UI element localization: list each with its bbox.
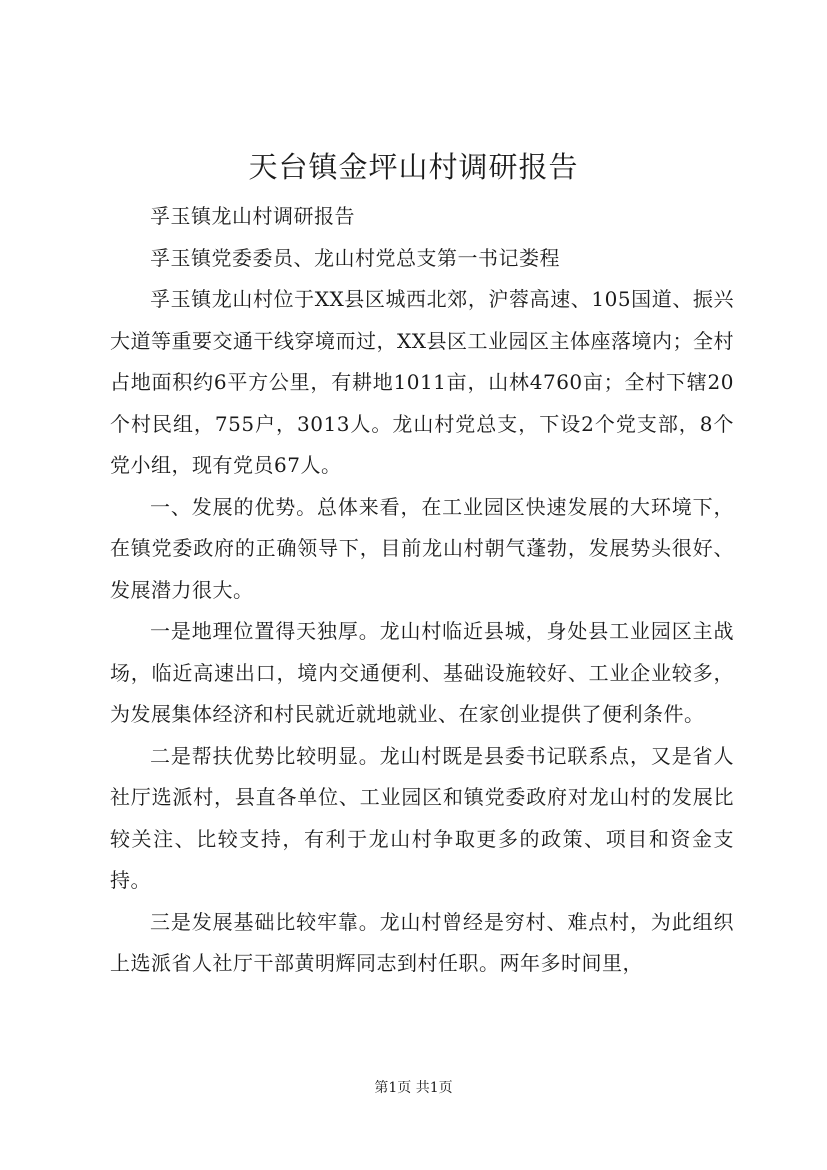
- paragraph-support: 二是帮扶优势比较明显。龙山村既是县委书记联系点，又是省人社厅选派村，县直各单位、工业园区和镇党委政府对龙山村的发展比较关注、比较支持，有利于龙山村争取更多的政策、项目和资金支持。: [110, 743, 734, 892]
- page-footer: 第1页 共1页: [374, 1080, 453, 1096]
- paragraph-advantages: 一、发展的优势。总体来看，在工业园区快速发展的大环境下，在镇党委政府的正确领导下，目前龙山村朝气蓬勃，发展势头很好、发展潜力很大。: [110, 494, 734, 602]
- document-title: 天台镇金坪山村调研报告: [248, 150, 579, 184]
- paragraph-overview: 孚玉镇龙山村位于XX县区城西北郊，沪蓉高速、105国道、振兴大道等重要交通干线穿境而过，XX县区工业园区主体座落境内；全村占地面积约6平方公里，有耕地1011亩，山林4760亩；全村下辖20个村民组，755户，3013人。龙山村党总支，下设2个党支部，8个党小组，现有党员67人。: [110, 287, 734, 477]
- paragraph-foundation: 三是发展基础比较牢靠。龙山村曾经是穷村、难点村，为此组织上选派省人社厅干部黄明辉同志到村任职。两年多时间里，: [110, 909, 734, 975]
- document-body: [110, 196, 734, 985]
- paragraph-location: 一是地理位置得天独厚。龙山村临近县城，身处县工业园区主战场，临近高速出口，境内交通便利、基础设施较好、工业企业较多，为发展集体经济和村民就近就地就业、在家创业提供了便利条件。: [110, 619, 734, 726]
- paragraph-subtitle: 孚玉镇龙山村调研报告: [150, 204, 355, 228]
- paragraph-author: 孚玉镇党委委员、龙山村党总支第一书记娄程: [150, 245, 560, 270]
